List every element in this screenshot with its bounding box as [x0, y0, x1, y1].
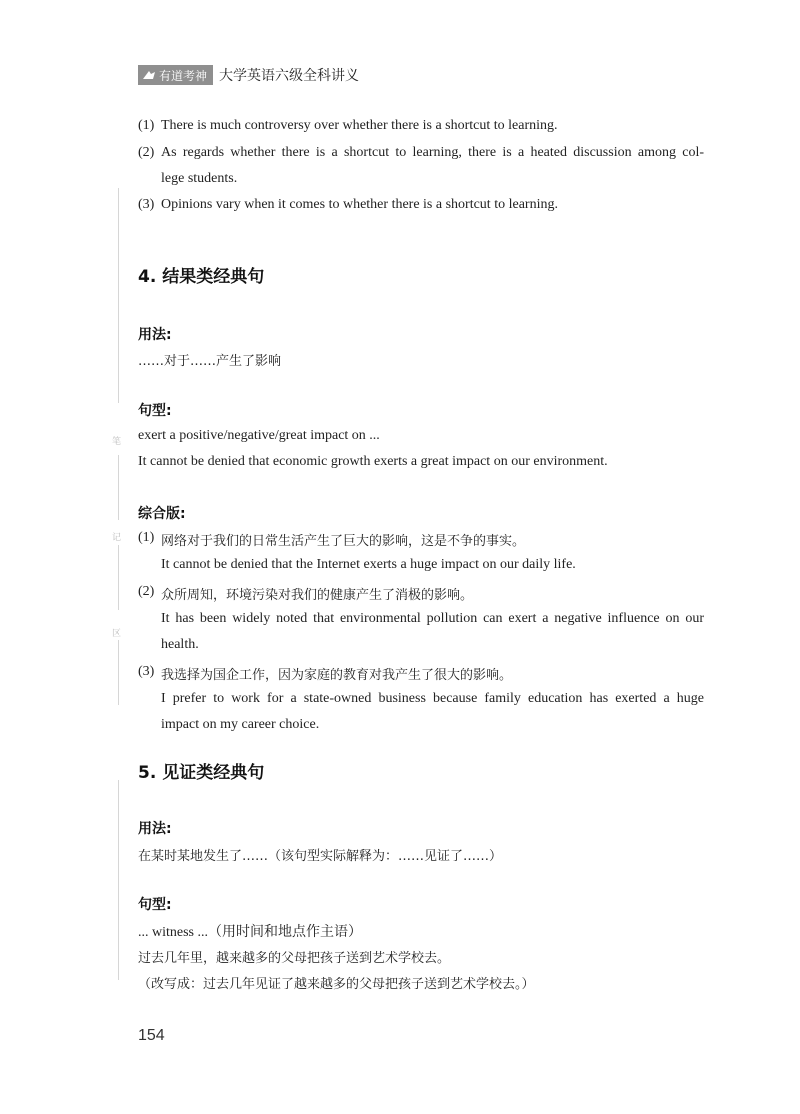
list-item-number: (3) [138, 197, 155, 212]
list-item-text: As regards whether there is a shortcut to learning, there is a heated discussion among col- [161, 145, 704, 160]
list-item-english-continued: impact on my career choice. [161, 717, 320, 732]
list-item-number: (1) [138, 118, 155, 133]
brand-badge [138, 65, 213, 85]
usage-text: ……对于……产生了影响 [138, 354, 282, 369]
margin-rule [118, 640, 119, 705]
section-heading: 5. 见证类经典句 [138, 763, 265, 783]
brand-badge-text: 有道考神 [159, 68, 208, 83]
list-item-english: It has been widely noted that environmental pollution can exert a negative influence on our [161, 611, 704, 626]
margin-note-label: 笔 [112, 437, 122, 447]
list-item-chinese: 网络对于我们的日常生活产生了巨大的影响，这是不争的事实。 [161, 534, 526, 549]
margin-rule [118, 545, 119, 610]
pattern-text: ... witness ...（用时间和地点作主语） [138, 925, 362, 940]
combo-label: 综合版: [138, 506, 186, 522]
list-item-chinese: 众所周知，环境污染对我们的健康产生了消极的影响。 [161, 588, 474, 603]
list-item-text: There is much controversy over whether there is a shortcut to learning. [161, 118, 558, 133]
list-item-text: Opinions vary when it comes to whether there is a shortcut to learning. [161, 197, 558, 212]
book-title: 大学英语六级全科讲义 [219, 68, 360, 84]
list-item-number: (3) [138, 664, 155, 679]
page-header [138, 64, 359, 86]
list-item-english-continued: health. [161, 637, 199, 652]
list-item-number: (1) [138, 530, 155, 545]
list-item-english: It cannot be denied that the Internet exerts a huge impact on our daily life. [161, 557, 576, 572]
margin-rule [118, 188, 119, 403]
pattern-label: 句型: [138, 403, 172, 419]
margin-rule [118, 780, 119, 980]
section-heading: 4. 结果类经典句 [138, 267, 265, 287]
pattern-text: exert a positive/negative/great impact on ... [138, 428, 380, 443]
list-item-text-continued: lege students. [161, 171, 238, 186]
margin-note-label: 记 [112, 533, 122, 543]
margin-note-label: 区 [112, 629, 122, 639]
usage-text: 在某时某地发生了……（该句型实际解释为：……见证了……） [138, 849, 503, 864]
pattern-example: 过去几年里，越来越多的父母把孩子送到艺术学校去。 [138, 951, 451, 966]
brand-logo-icon [142, 69, 156, 81]
list-item-english: I prefer to work for a state-owned business because family education has exerted a huge [161, 691, 704, 706]
margin-rule [118, 455, 119, 520]
pattern-label: 句型: [138, 897, 172, 913]
page-number: 154 [138, 1027, 165, 1044]
pattern-example: It cannot be denied that economic growth exerts a great impact on our environment. [138, 454, 608, 469]
usage-label: 用法: [138, 327, 172, 343]
list-item-number: (2) [138, 584, 155, 599]
list-item-number: (2) [138, 145, 155, 160]
pattern-rewrite: （改写成：过去几年见证了越来越多的父母把孩子送到艺术学校去。） [138, 977, 535, 992]
list-item-chinese: 我选择为国企工作，因为家庭的教育对我产生了很大的影响。 [161, 668, 513, 683]
usage-label: 用法: [138, 821, 172, 837]
